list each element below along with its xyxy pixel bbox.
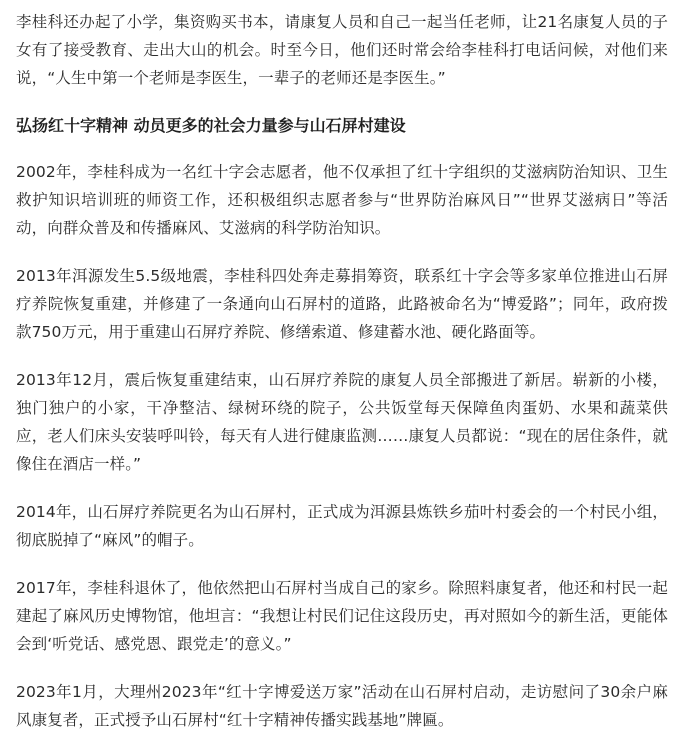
intro-paragraph: 李桂科还办起了小学，集资购买书本，请康复人员和自己一起当任老师，让21名康复人员的子女有了接受教育、走出大山的机会。时至今日，他们还时常会给李桂科打电话问候，对他们来说，“人生中第一个老师是李医生，一辈子的老师还是李医生。” xyxy=(16,13,668,87)
paragraph-2014: 2014年，山石屏疗养院更名为山石屏村，正式成为洱源县炼铁乡茄叶村委会的一个村民小组，彻底脱掉了“麻风”的帽子。 xyxy=(16,503,668,549)
article-body xyxy=(0,8,682,734)
paragraph-2002: 2002年，李桂科成为一名红十字会志愿者，他不仅承担了红十字组织的艾滋病防治知识、卫生救护知识培训班的师资工作，还积极组织志愿者参与“世界防治麻风日”“世界艾滋病日”等活动，向群众普及和传播麻风、艾滋病的科学防治知识。 xyxy=(16,163,668,237)
paragraph-2017: 2017年，李桂科退休了，他依然把山石屏村当成自己的家乡。除照料康复者，他还和村民一起建起了麻风历史博物馆，他坦言：“我想让村民们记住这段历史，再对照如今的新生活，更能体会到‘听党话、感党恩、跟党走’的意义。” xyxy=(16,579,668,653)
paragraph-2013-earthquake: 2013年洱源发生5.5级地震，李桂科四处奔走募捐筹资，联系红十字会等多家单位推进山石屏疗养院恢复重建，并修建了一条通向山石屏村的道路，此路被命名为“博爱路”；同年，政府拨款750万元，用于重建山石屏疗养院、修缮索道、修建蓄水池、硬化路面等。 xyxy=(16,267,668,341)
paragraph-2023: 2023年1月，大理州2023年“红十字博爱送万家”活动在山石屏村启动，走访慰问了30余户麻风康复者，正式授予山石屏村“红十字精神传播实践基地”牌匾。 xyxy=(16,683,668,729)
section-heading: 弘扬红十字精神 动员更多的社会力量参与山石屏村建设 xyxy=(16,116,406,135)
paragraph-2013-december: 2013年12月，震后恢复重建结束，山石屏疗养院的康复人员全部搬进了新居。崭新的小楼，独门独户的小家，干净整洁、绿树环绕的院子，公共饭堂每天保障鱼肉蛋奶、水果和蔬菜供应，老人们床头安装呼叫铃，每天有人进行健康监测……康复人员都说：“现在的居住条件，就像住在酒店一样。” xyxy=(16,371,668,473)
